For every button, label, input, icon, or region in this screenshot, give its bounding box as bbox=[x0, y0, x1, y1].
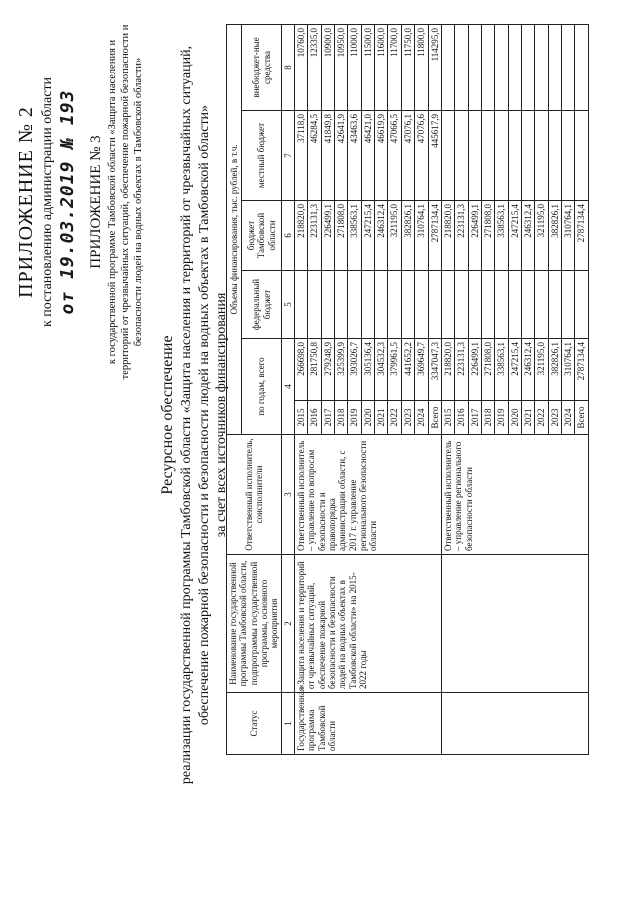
block-name-cell: «Защита населения и территорий от чрезвычайных ситуаций, обеспечение пожарной безопасности и безопасности людей на водных объектах в Тамбовской области» на 2015-2022 годы bbox=[295, 555, 442, 693]
col-number: 5 bbox=[281, 271, 294, 339]
total-cell: 223131,3 bbox=[455, 339, 468, 401]
local-cell bbox=[481, 111, 494, 201]
local-cell: 445617,9 bbox=[428, 111, 441, 201]
local-cell: 41849,8 bbox=[321, 111, 334, 201]
federal-cell bbox=[321, 271, 334, 339]
year-cell: 2021 bbox=[521, 401, 534, 435]
regional-cell: 338563,1 bbox=[495, 201, 508, 271]
extra-cell: 12335,0 bbox=[308, 24, 321, 110]
federal-cell bbox=[308, 271, 321, 339]
col-number: 7 bbox=[281, 111, 294, 201]
regional-cell: 338563,1 bbox=[348, 201, 361, 271]
federal-cell bbox=[548, 271, 561, 339]
local-cell bbox=[495, 111, 508, 201]
header-status: Статус bbox=[227, 693, 282, 755]
regional-cell: 226499,1 bbox=[321, 201, 334, 271]
total-cell: 321195,0 bbox=[535, 339, 548, 401]
resource-table bbox=[226, 24, 589, 755]
federal-cell bbox=[295, 271, 308, 339]
block-responsible-cell: Ответственный исполнитель – управление по вопросам безопасности и правопорядка администрации области, с 2017 г. управление регионального безопасности области bbox=[295, 435, 442, 555]
total-cell: 382826,1 bbox=[548, 339, 561, 401]
year-cell: 2023 bbox=[401, 401, 414, 435]
extra-cell bbox=[441, 24, 454, 110]
header-volumes: Объемы финансирования, тыс. рублей, в т.ч. bbox=[227, 24, 242, 434]
year-cell: 2024 bbox=[561, 401, 574, 435]
federal-cell bbox=[495, 271, 508, 339]
federal-cell bbox=[508, 271, 521, 339]
year-cell: 2024 bbox=[415, 401, 428, 435]
header-responsible: Ответственный исполнитель, соисполнители bbox=[227, 435, 282, 555]
total-cell: 305136,4 bbox=[361, 339, 374, 401]
year-cell: 2016 bbox=[308, 401, 321, 435]
local-cell bbox=[561, 111, 574, 201]
extra-cell bbox=[561, 24, 574, 110]
year-cell: Всего bbox=[428, 401, 441, 435]
extra-cell: 114295,0 bbox=[428, 24, 441, 110]
extra-cell bbox=[575, 24, 588, 110]
appendix2-title: ПРИЛОЖЕНИЕ № 2 bbox=[15, 106, 37, 298]
regional-cell: 382826,1 bbox=[548, 201, 561, 271]
total-cell: 281750,8 bbox=[308, 339, 321, 401]
block-name-cell bbox=[441, 555, 588, 693]
local-cell: 46284,5 bbox=[308, 111, 321, 201]
total-cell: 369649,7 bbox=[415, 339, 428, 401]
block-status-cell: Государственная программа Тамбовской области bbox=[295, 693, 442, 755]
year-cell: 2018 bbox=[481, 401, 494, 435]
year-cell: Всего bbox=[575, 401, 588, 435]
regional-cell: 271808,0 bbox=[335, 201, 348, 271]
total-cell: 2787134,4 bbox=[575, 339, 588, 401]
extra-cell bbox=[548, 24, 561, 110]
header-by-year: по годам, всего bbox=[242, 339, 281, 435]
extra-cell bbox=[455, 24, 468, 110]
total-cell: 247215,4 bbox=[508, 339, 521, 401]
regional-cell: 218820,0 bbox=[295, 201, 308, 271]
extra-cell bbox=[535, 24, 548, 110]
regional-cell: 246312,4 bbox=[521, 201, 534, 271]
federal-cell bbox=[455, 271, 468, 339]
year-cell: 2018 bbox=[335, 401, 348, 435]
local-cell: 47066,5 bbox=[388, 111, 401, 201]
federal-cell bbox=[575, 271, 588, 339]
regional-cell: 310764,1 bbox=[561, 201, 574, 271]
col-number: 8 bbox=[281, 24, 294, 110]
total-cell: 325399,9 bbox=[335, 339, 348, 401]
extra-cell: 11000,0 bbox=[348, 24, 361, 110]
regional-cell: 246312,4 bbox=[375, 201, 388, 271]
table-header-row bbox=[227, 24, 242, 754]
local-cell: 47076,1 bbox=[401, 111, 414, 201]
federal-cell bbox=[335, 271, 348, 339]
total-cell: 271808,0 bbox=[481, 339, 494, 401]
year-cell: 2017 bbox=[321, 401, 334, 435]
total-cell: 379961,5 bbox=[388, 339, 401, 401]
year-cell: 2020 bbox=[508, 401, 521, 435]
regional-cell: 2787134,4 bbox=[575, 201, 588, 271]
year-cell: 2021 bbox=[375, 401, 388, 435]
federal-cell bbox=[388, 271, 401, 339]
total-cell: 246312,4 bbox=[521, 339, 534, 401]
appendix-header bbox=[14, 22, 145, 382]
col-number: 6 bbox=[281, 201, 294, 271]
regional-cell: 247215,4 bbox=[361, 201, 374, 271]
block-responsible-cell: Ответственный исполнитель – управление регионального безопасности области bbox=[441, 435, 588, 555]
col-number: 4 bbox=[281, 339, 294, 435]
total-cell: 304532,3 bbox=[375, 339, 388, 401]
local-cell bbox=[535, 111, 548, 201]
extra-cell: 10950,0 bbox=[335, 24, 348, 110]
col-number: 3 bbox=[281, 435, 294, 555]
local-cell: 37118,0 bbox=[295, 111, 308, 201]
document-title-block bbox=[158, 35, 231, 795]
total-cell: 393026,7 bbox=[348, 339, 361, 401]
year-cell: 2019 bbox=[348, 401, 361, 435]
regional-cell: 223131,3 bbox=[455, 201, 468, 271]
year-cell: 2022 bbox=[388, 401, 401, 435]
column-number-row bbox=[281, 24, 294, 754]
regional-cell: 2787134,4 bbox=[428, 201, 441, 271]
federal-cell bbox=[521, 271, 534, 339]
year-cell: 2015 bbox=[441, 401, 454, 435]
year-cell: 2016 bbox=[455, 401, 468, 435]
local-cell: 42641,9 bbox=[335, 111, 348, 201]
federal-cell bbox=[401, 271, 414, 339]
local-cell bbox=[575, 111, 588, 201]
federal-cell bbox=[348, 271, 361, 339]
total-cell: 310764,1 bbox=[561, 339, 574, 401]
year-cell: 2022 bbox=[535, 401, 548, 435]
regional-cell: 321195,0 bbox=[535, 201, 548, 271]
extra-cell bbox=[521, 24, 534, 110]
federal-cell bbox=[441, 271, 454, 339]
federal-cell bbox=[481, 271, 494, 339]
appendix2-subtitle: к постановлению администрации области bbox=[40, 76, 55, 328]
total-cell: 266698,0 bbox=[295, 339, 308, 401]
extra-cell: 11600,0 bbox=[375, 24, 388, 110]
local-cell bbox=[441, 111, 454, 201]
regional-cell: 321195,0 bbox=[388, 201, 401, 271]
extra-cell bbox=[481, 24, 494, 110]
federal-cell bbox=[535, 271, 548, 339]
regional-cell: 271808,0 bbox=[481, 201, 494, 271]
document-subtitle-2: за счет всех источников финансирования bbox=[214, 292, 229, 538]
local-cell bbox=[548, 111, 561, 201]
local-cell bbox=[455, 111, 468, 201]
col-number: 1 bbox=[281, 693, 294, 755]
header-extra: внебюджет-ные средства bbox=[242, 24, 281, 110]
year-cell: 2017 bbox=[468, 401, 481, 435]
local-cell bbox=[521, 111, 534, 201]
table-row bbox=[441, 24, 454, 754]
header-name: Наименование государственной программы Тамбовской области, подпрограммы государственной программы, основного мероприятия bbox=[227, 555, 282, 693]
total-cell: 226499,1 bbox=[468, 339, 481, 401]
regional-cell: 247215,4 bbox=[508, 201, 521, 271]
extra-cell: 10760,0 bbox=[295, 24, 308, 110]
header-federal: федеральный бюджет bbox=[242, 271, 281, 339]
appendix3-title: ПРИЛОЖЕНИЕ № 3 bbox=[88, 135, 104, 269]
regional-cell: 382826,1 bbox=[401, 201, 414, 271]
header-local: местный бюджет bbox=[242, 111, 281, 201]
local-cell bbox=[508, 111, 521, 201]
extra-cell bbox=[468, 24, 481, 110]
extra-cell bbox=[508, 24, 521, 110]
handwritten-date-number: от 19.03.2019 № 193 bbox=[56, 89, 78, 315]
year-cell: 2023 bbox=[548, 401, 561, 435]
year-cell: 2019 bbox=[495, 401, 508, 435]
local-cell: 47076,6 bbox=[415, 111, 428, 201]
local-cell: 46421,0 bbox=[361, 111, 374, 201]
appendix3-text: к государственной программе Тамбовской области «Защита населения и территорий от чрезвычайных ситуаций, обеспечение пожарной безопасности и безопасности людей на водных объектах в Тамбовской области» bbox=[106, 24, 144, 380]
document-subtitle: реализации государственной программы Тамбовской области «Защита населения и территорий от чрезвычайных ситуаций, обеспечение пожарной безопасности и безопасности людей на водных объектах в Тамбовской области» bbox=[179, 45, 212, 785]
federal-cell bbox=[428, 271, 441, 339]
regional-cell: 310764,1 bbox=[415, 201, 428, 271]
extra-cell: 11700,0 bbox=[388, 24, 401, 110]
extra-cell: 11750,0 bbox=[401, 24, 414, 110]
local-cell: 46619,9 bbox=[375, 111, 388, 201]
regional-cell: 218820,0 bbox=[441, 201, 454, 271]
year-cell: 2015 bbox=[295, 401, 308, 435]
block-status-cell bbox=[441, 693, 588, 755]
header-regional: бюджет Тамбовской области bbox=[242, 201, 281, 271]
document-title: Ресурсное обеспечение bbox=[159, 335, 176, 495]
total-cell: 3347047,3 bbox=[428, 339, 441, 401]
extra-cell: 10900,0 bbox=[321, 24, 334, 110]
col-number: 2 bbox=[281, 555, 294, 693]
federal-cell bbox=[375, 271, 388, 339]
extra-cell: 11500,0 bbox=[361, 24, 374, 110]
table-row bbox=[295, 24, 308, 754]
extra-cell: 11800,0 bbox=[415, 24, 428, 110]
federal-cell bbox=[561, 271, 574, 339]
extra-cell bbox=[495, 24, 508, 110]
local-cell: 43463,6 bbox=[348, 111, 361, 201]
total-cell: 338563,1 bbox=[495, 339, 508, 401]
regional-cell: 226499,1 bbox=[468, 201, 481, 271]
regional-cell: 223131,3 bbox=[308, 201, 321, 271]
total-cell: 441652,2 bbox=[401, 339, 414, 401]
total-cell: 279248,9 bbox=[321, 339, 334, 401]
year-cell: 2020 bbox=[361, 401, 374, 435]
federal-cell bbox=[361, 271, 374, 339]
local-cell bbox=[468, 111, 481, 201]
federal-cell bbox=[468, 271, 481, 339]
federal-cell bbox=[415, 271, 428, 339]
total-cell: 218820,0 bbox=[441, 339, 454, 401]
